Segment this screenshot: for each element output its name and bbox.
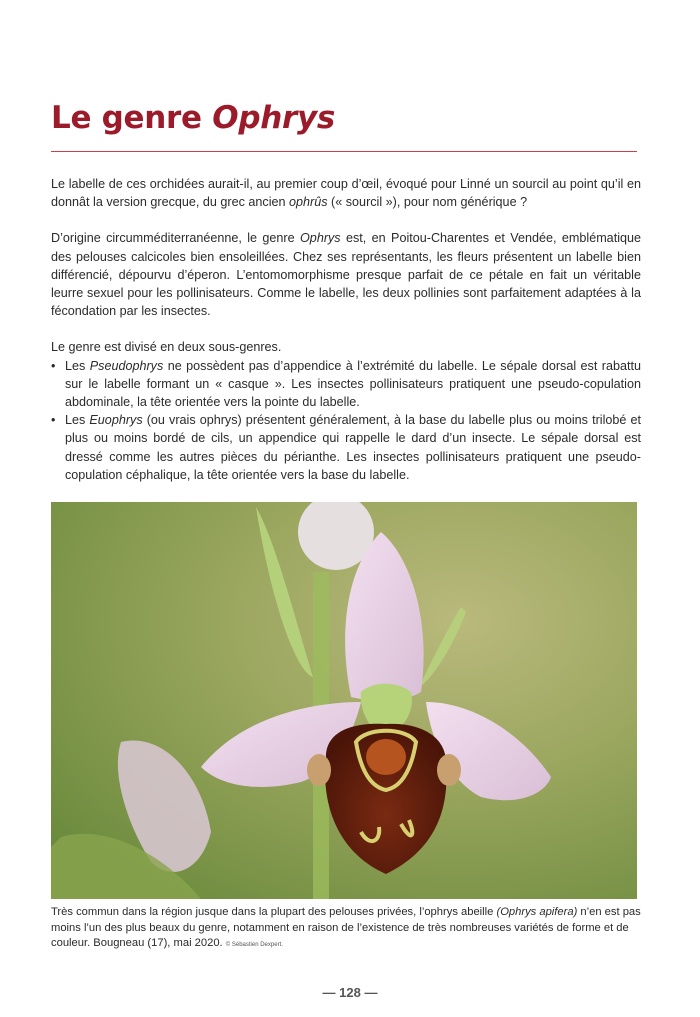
- list-item-euophrys: [51, 411, 641, 484]
- bullet-icon: •: [51, 358, 56, 373]
- title-prefix: Le genre: [51, 100, 213, 136]
- species-name: (Ophrys apifera): [496, 906, 578, 918]
- photo-caption: [51, 905, 641, 954]
- page-title: [51, 100, 335, 136]
- text: ne possèdent pas d’appendice à l’extrémité du labelle. Le sépale dorsal est rabattu sur le labelle formant un « casque ». Les insectes pollinisateurs pratiquent une pseudo-copulation abdominale, la tête orientée vers la pointe du labelle.: [65, 358, 641, 410]
- photo-credit: © Sébastien Dexpert.: [225, 942, 283, 949]
- bullet-icon: •: [51, 413, 56, 428]
- paragraph-subgenera: [51, 338, 641, 484]
- orchid-photo: [51, 502, 637, 899]
- text-italic: Euophrys: [89, 413, 143, 428]
- text-italic: Ophrys: [300, 231, 341, 246]
- title-genus: Ophrys: [212, 100, 336, 136]
- bee-orchid-illustration: [51, 502, 637, 899]
- text: (« sourcil »), pour nom générique ?: [327, 195, 528, 210]
- text: Les: [65, 413, 90, 428]
- text: Très commun dans la région jusque dans la plupart des pelouses privées, l’ophrys abeille: [51, 906, 497, 918]
- list-item-pseudophrys: [51, 357, 641, 412]
- paragraph-origin: [51, 229, 641, 320]
- subgenera-list: [51, 357, 641, 484]
- paragraph-etymology: [51, 175, 641, 211]
- text: Le labelle de ces orchidées aurait-il, au premier coup d’œil, évoqué pour Linné un sourcil au point qu’il en donnât la version grecque, du grec ancien: [51, 177, 641, 210]
- text-italic: ophrûs: [289, 195, 328, 210]
- body-text: [51, 175, 641, 484]
- page-number: — 128 —: [322, 985, 378, 1000]
- text: n’en est pas moins l’un des plus beaux du genre, notamment en raison de l’existence de très nombreuses variétés de forme et de couleur. Bougneau (17), mai 2020.: [51, 906, 641, 950]
- text-italic: Pseudophrys: [89, 358, 164, 373]
- title-divider: [51, 151, 637, 152]
- text: (ou vrais ophrys) présentent généralement, à la base du labelle plus ou moins trilobé et plus ou moins bordé de cils, un appendice qui rappelle le dard d’un insecte. Le sépale dorsal est dressé comme les autres pièces du périanthe. Les insectes pollinisateurs pratiquent une pseudo-copulation céphalique, la tête orientée vers la base du labelle.: [65, 413, 641, 482]
- text: Les: [65, 358, 90, 373]
- text: est, en Poitou-Charentes et Vendée, emblématique des pelouses calcicoles bien ensoleillées. Chez ses représentants, les fleurs présentent un labelle bien différencié, dépourvu d’éperon. L’entomomorphisme presque parfait de ce pétale en fait un véritable leurre sexuel pour les pollinisateurs. Comme le labelle, les deux pollinies sont parfaitement adaptées à la fécondation par les insectes.: [51, 231, 641, 319]
- subgenera-intro: Le genre est divisé en deux sous-genres.: [51, 340, 282, 355]
- text: D’origine circumméditerranéenne, le genre: [51, 231, 301, 246]
